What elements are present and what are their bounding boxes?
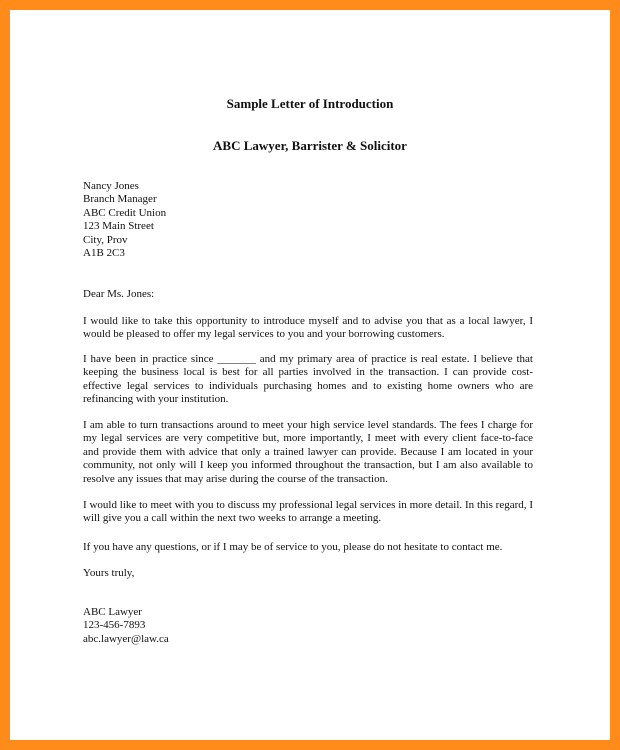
paragraph-practice: I have been in practice since _______ and my primary area of practice is real estate. I believe that keeping the business local is best for all parties involved in the transaction. I can provide cost-effective legal services to individuals purchasing homes and to existing home owners who are refinancing with your institution.: [83, 353, 533, 406]
salutation: Dear Ms. Jones:: [83, 288, 155, 300]
paragraph-services: I am able to turn transactions around to meet your high service level standards. The fees I charge for my legal services are very competitive but, more importantly, I meet with every client face-to-face and provide them with advice that only a trained lawyer can provide. Because I am located in your community, not only will I keep you informed throughout the transaction, but I am also available to resolve any issues that may arise during the course of the transaction.: [83, 419, 533, 485]
signature-phone: 123-456-7893: [83, 619, 146, 632]
recipient-city: City, Prov: [83, 233, 128, 246]
recipient-position: Branch Manager: [83, 193, 157, 206]
closing: Yours truly,: [83, 567, 135, 579]
signature-block: [83, 606, 533, 646]
document-title: Sample Letter of Introduction: [226, 96, 394, 111]
paragraph-introduction: I would like to take this opportunity to introduce myself and to advise you that as a local lawyer, I would be pleased to offer my legal services to you and your borrowing customers.: [83, 315, 533, 341]
recipient-street: 123 Main Street: [83, 220, 154, 233]
paragraph-contact: If you have any questions, or if I may be of service to you, please do not hesitate to contact me.: [83, 541, 503, 553]
signature-email: abc.lawyer@law.ca: [83, 632, 169, 645]
recipient-address: [83, 180, 533, 260]
paragraph-meeting: I would like to meet with you to discuss my professional legal services in more detail. In this regard, I will give you a call within the next two weeks to arrange a meeting.: [83, 499, 533, 525]
recipient-postal-code: A1B 2C3: [83, 247, 125, 260]
document-page: [10, 10, 610, 740]
document-subtitle: ABC Lawyer, Barrister & Solicitor: [213, 138, 407, 153]
signature-name: ABC Lawyer: [83, 606, 142, 618]
recipient-company: ABC Credit Union: [83, 206, 167, 219]
recipient-name: Nancy Jones: [83, 180, 139, 192]
